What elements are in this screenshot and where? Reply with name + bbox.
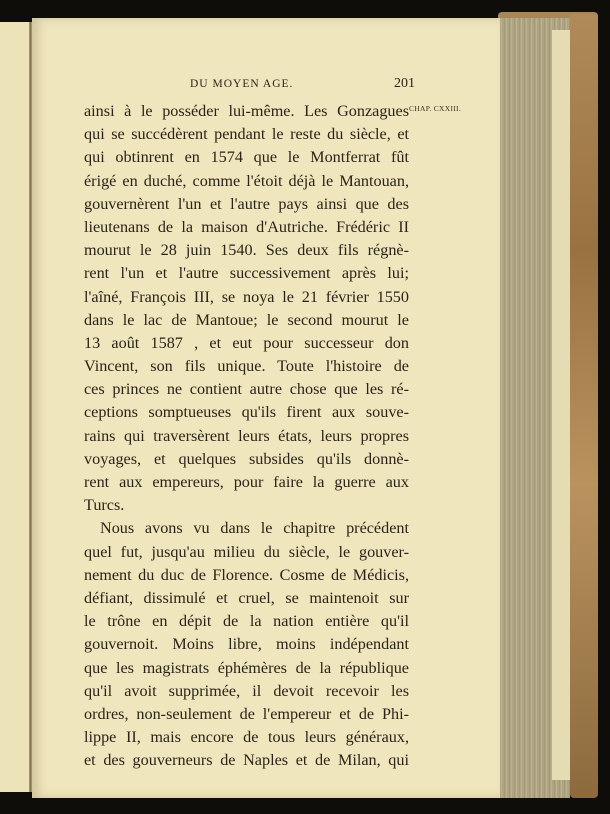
book-cover — [570, 14, 598, 798]
text-line: ces princes ne contient autre chose que les ré- — [84, 380, 409, 399]
text-line: lippe II, mais encore de tous leurs généraux, — [84, 728, 409, 747]
text-line: que les magistrats éphémères de la république — [84, 658, 409, 677]
text-line: rent l'un et l'autre successivement après lui; — [84, 264, 409, 283]
text-line: dans le lac de Mantoue; le second mourut le — [84, 310, 409, 329]
text-line: gouvernoit. Moins libre, moins indépendant — [84, 635, 409, 654]
text-line: érigé en duché, comme l'étoit déjà le Mantouan, — [84, 171, 409, 190]
text-line: nement du duc de Florence. Cosme de Médicis, — [84, 565, 409, 584]
text-line: qui se succédèrent pendant le reste du siècle, et — [84, 125, 409, 144]
text-line: Vincent, son fils unique. Toute l'histoire de — [84, 357, 409, 376]
text-line: lieutenans de la maison d'Autriche. Frédéric II — [84, 217, 409, 236]
text-line: quel fut, jusqu'au milieu du siècle, le gouver- — [84, 542, 409, 561]
text-line: Turcs. — [84, 496, 125, 515]
text-line: l'aîné, François III, se noya le 21 février 1550 — [84, 287, 409, 306]
text-line: qu'il avoit supprimée, il devoit recevoir les — [84, 681, 409, 700]
left-page-edge — [0, 22, 32, 792]
text-line: voyages, et quelques subsides qu'ils donnè- — [84, 449, 409, 468]
page-number: 201 — [394, 76, 415, 91]
chapter-margin-note: CHAP. CXXIII. — [409, 104, 462, 113]
text-line: 13 août 1587 , et eut pour successeur don — [84, 333, 409, 352]
text-line: ceptions somptueuses qu'ils firent aux souve- — [84, 403, 409, 422]
text-line: ordres, non-seulement de l'empereur et de Phi- — [84, 704, 409, 723]
text-line: qui obtinrent en 1574 que le Montferrat fût — [84, 148, 409, 167]
text-line: rains qui traversèrent leurs états, leurs propres — [84, 426, 409, 445]
text-line: le trône en dépit de la nation entière qu'il — [84, 612, 409, 631]
body-text — [84, 100, 409, 772]
text-line: ainsi à le posséder lui-même. Les Gonzagues — [84, 102, 409, 120]
text-line: défiant, dissimulé et cruel, se maintenoit sur — [84, 588, 409, 607]
text-line: Nous avons vu dans le chapitre précédent — [100, 519, 409, 538]
text-line: mourut le 28 juin 1540. Ses deux fils régnè- — [84, 241, 409, 260]
running-head: DU MOYEN AGE. — [190, 78, 294, 90]
text-line: rent aux empereurs, pour faire la guerre aux — [84, 473, 409, 491]
text-line: et des gouverneurs de Naples et de Milan, qui — [84, 751, 409, 770]
text-line: gouvernèrent l'un et l'autre pays ainsi que des — [84, 194, 409, 213]
